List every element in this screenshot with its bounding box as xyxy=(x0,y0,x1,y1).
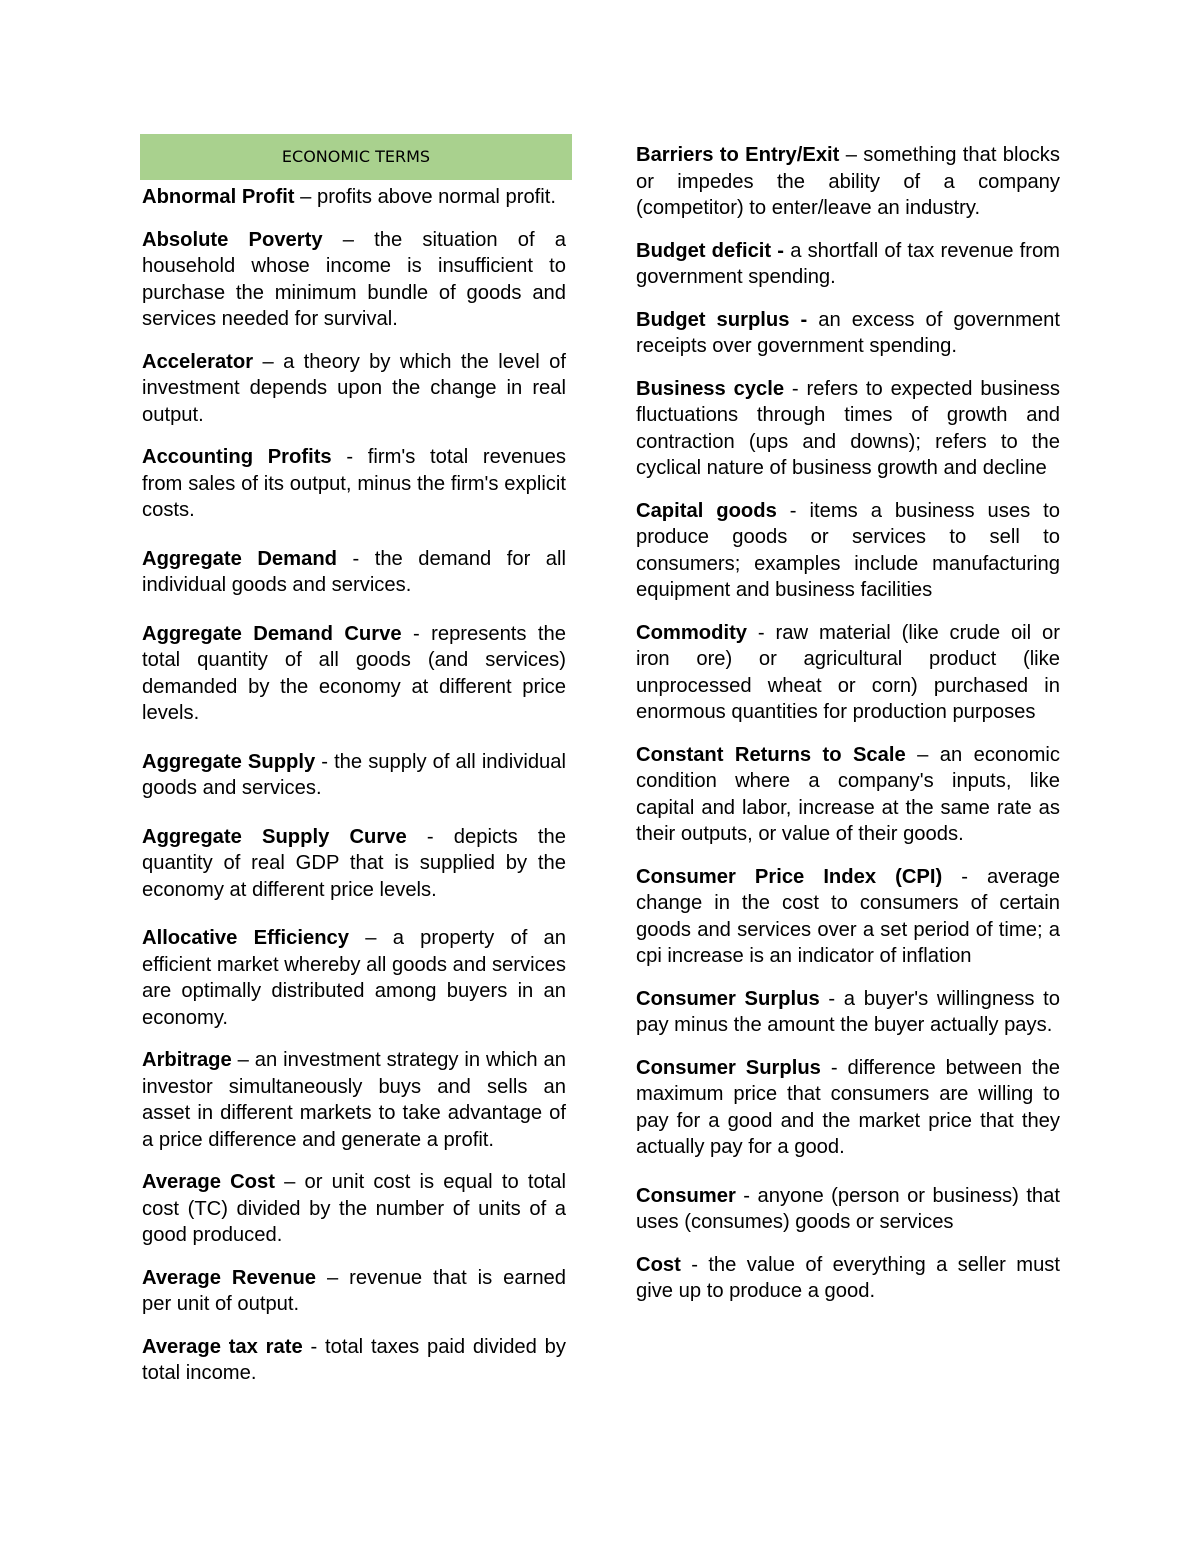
glossary-term: Abnormal Profit xyxy=(142,186,295,208)
glossary-term: Consumer xyxy=(636,1184,736,1207)
term-separator: – xyxy=(274,1171,305,1193)
glossary-entry xyxy=(636,1252,1060,1305)
glossary-term: Capital goods xyxy=(636,499,777,522)
glossary-definition: an investment strategy in which an investor simultaneously buys and sells an asset in different markets to take advantage of a price difference and generate a profit. xyxy=(142,1049,566,1151)
term-separator: - xyxy=(401,622,432,645)
section-heading-text: ECONOMIC TERMS xyxy=(281,146,431,166)
glossary-definition: an excess of government receipts over government spending. xyxy=(636,308,1060,357)
glossary-term: Average Cost xyxy=(142,1171,275,1193)
glossary-entry xyxy=(636,376,1060,482)
glossary-entry xyxy=(636,142,1060,222)
glossary-definition: refers to expected business fluctuations through times of growth and contraction (ups and downs); refers to the cyclical nature of business growth and decline xyxy=(636,377,1060,479)
glossary-term: Consumer Surplus xyxy=(636,1056,821,1079)
glossary-definition: the supply of all individual goods and services. xyxy=(142,750,566,799)
glossary-definition: raw material (like crude oil or iron ore) or agricultural product (like unprocessed wheat or corn) purchased in enormous quantities for production purposes xyxy=(636,621,1060,723)
glossary-definition: anyone (person or business) that uses (consumes) goods or services xyxy=(636,1184,1060,1233)
term-separator: – xyxy=(839,144,864,166)
glossary-entry xyxy=(142,749,566,802)
glossary-definition: profits above normal profit. xyxy=(316,186,556,208)
glossary-term: Constant Returns to Scale xyxy=(636,743,906,766)
term-separator: - xyxy=(820,1056,848,1079)
glossary-term: Business cycle xyxy=(636,377,785,400)
glossary-entry xyxy=(142,349,566,429)
term-separator: – xyxy=(253,350,284,373)
glossary-entry xyxy=(142,1169,566,1249)
term-separator: - xyxy=(942,865,988,888)
glossary-term: Accounting Profits xyxy=(142,446,332,468)
term-separator: - xyxy=(406,825,454,848)
term-separator: – xyxy=(316,1266,350,1289)
glossary-definition: something that blocks or impedes the ability of a company (competitor) to enter/leave an industry. xyxy=(636,144,1060,219)
glossary-term: Absolute Poverty xyxy=(142,228,323,251)
term-separator: - xyxy=(336,547,375,570)
glossary-entry xyxy=(142,824,566,904)
glossary-entry xyxy=(142,621,566,727)
glossary-definition: represents the total quantity of all goods (and services) demanded by the economy at different price levels. xyxy=(142,622,566,724)
term-separator: - xyxy=(331,446,368,468)
glossary-definition: average change in the cost to consumers of certain goods and services over a set period of time; a cpi increase is an indicator of inflation xyxy=(636,865,1060,967)
term-separator: - xyxy=(747,621,776,644)
glossary-entry xyxy=(636,864,1060,970)
glossary-definition: the value of everything a seller must give up to produce a good. xyxy=(636,1253,1060,1302)
glossary-entry xyxy=(142,444,566,524)
glossary-definition: an economic condition where a company's inputs, like capital and labor, increase at the same rate as their outputs, or value of their goods. xyxy=(636,743,1060,845)
glossary-entry xyxy=(636,742,1060,848)
glossary-term: Commodity xyxy=(636,621,748,644)
term-separator: – xyxy=(905,743,940,766)
glossary-term: Accelerator xyxy=(142,350,254,373)
left-column xyxy=(142,134,566,1403)
term-separator: – xyxy=(231,1049,255,1071)
glossary-definition: depicts the quantity of real GDP that is supplied by the economy at different price levels. xyxy=(142,825,566,901)
glossary-entry xyxy=(636,1183,1060,1236)
right-entries xyxy=(636,142,1060,1305)
glossary-term: Allocative Efficiency xyxy=(142,927,349,949)
term-separator: – xyxy=(294,186,317,208)
glossary-definition: the demand for all individual goods and services. xyxy=(142,547,566,596)
term-separator xyxy=(807,309,818,331)
glossary-definition: revenue that is earned per unit of output. xyxy=(142,1266,566,1315)
glossary-term: Average tax rate xyxy=(142,1335,303,1358)
term-separator: - xyxy=(680,1253,709,1276)
glossary-term: Arbitrage xyxy=(142,1049,232,1071)
term-separator: - xyxy=(315,750,335,773)
term-separator: - xyxy=(819,987,844,1010)
term-separator: – xyxy=(348,927,393,949)
glossary-term: Consumer Price Index (CPI) xyxy=(636,865,943,888)
glossary-term: Cost xyxy=(636,1253,681,1276)
glossary-entry xyxy=(142,1334,566,1387)
section-heading xyxy=(140,134,572,180)
glossary-term: Aggregate Demand Curve xyxy=(142,622,402,645)
glossary-definition: items a business uses to produce goods or services to sell to consumers; examples include manufacturing equipment and business facilities xyxy=(636,499,1060,601)
glossary-entry xyxy=(636,986,1060,1039)
glossary-definition: difference between the maximum price that consumers are willing to pay for a good and the market price that they actually pay for a good. xyxy=(636,1056,1060,1158)
glossary-term: Consumer Surplus xyxy=(636,987,820,1010)
glossary-entry xyxy=(636,498,1060,604)
glossary-entry xyxy=(142,1047,566,1153)
term-separator: - xyxy=(784,377,807,400)
glossary-entry xyxy=(636,620,1060,726)
term-separator: - xyxy=(735,1184,758,1207)
glossary-definition: the situation of a household whose income is insufficient to purchase the minimum bundle of goods and services needed for survival. xyxy=(142,228,566,330)
glossary-entry xyxy=(142,1265,566,1318)
glossary-entry xyxy=(142,184,566,211)
glossary-definition: a theory by which the level of investment depends upon the change in real output. xyxy=(142,350,566,426)
glossary-term: Average Revenue xyxy=(142,1266,317,1289)
glossary-entry xyxy=(142,227,566,333)
glossary-entry xyxy=(636,238,1060,291)
glossary-definition: a shortfall of tax revenue from government spending. xyxy=(636,239,1060,288)
glossary-definition: or unit cost is equal to total cost (TC) divided by the number of units of a good produced. xyxy=(142,1171,566,1246)
glossary-term: Barriers to Entry/Exit xyxy=(636,144,840,166)
glossary-entry xyxy=(142,546,566,599)
left-entries xyxy=(142,184,566,1387)
right-column xyxy=(636,142,1060,1321)
glossary-definition: a buyer's willingness to pay minus the amount the buyer actually pays. xyxy=(636,987,1060,1036)
glossary-term: Budget surplus - xyxy=(636,308,808,331)
glossary-definition: a property of an efficient market whereby all goods and services are optimally distributed among buyers in an economy. xyxy=(142,927,566,1029)
term-separator: - xyxy=(776,499,810,522)
term-separator: – xyxy=(322,228,375,251)
glossary-term: Aggregate Demand xyxy=(142,547,337,570)
glossary-entry xyxy=(142,925,566,1031)
glossary-entry xyxy=(636,307,1060,360)
glossary-term: Budget deficit - xyxy=(636,239,785,262)
glossary-definition: total taxes paid divided by total income. xyxy=(142,1335,566,1384)
glossary-term: Aggregate Supply Curve xyxy=(142,825,407,848)
glossary-term: Aggregate Supply xyxy=(142,750,316,773)
glossary-entry xyxy=(636,1055,1060,1161)
glossary-definition: firm's total revenues from sales of its output, minus the firm's explicit costs. xyxy=(142,446,566,521)
term-separator: - xyxy=(302,1335,325,1358)
